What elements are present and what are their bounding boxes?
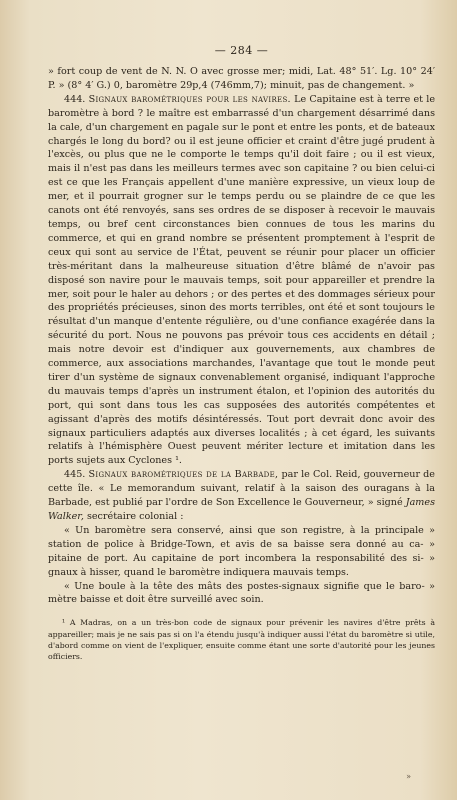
section-445-signer: James Walker,	[48, 497, 435, 522]
quote-paragraph-2: « Une boule à la tête des mâts des postes-signaux signifie que le baro- » mètre baisse et doit être surveillé avec soin.	[48, 580, 435, 606]
page-number: — 284 —	[214, 44, 269, 57]
section-444-title: Signaux barométriques pour les navires.	[88, 93, 291, 105]
section-445	[48, 468, 435, 524]
section-445-number: 445.	[64, 469, 86, 481]
section-445-intro: par le Col. Reid, gouverneur de cette île. « Le memorandum suivant, relatif à la saison des ouragans à la Barbade, est publié par l'ordre de Son Excellence le Gouverneur, » signé	[48, 469, 435, 509]
opening-paragraph: » fort coup de vent de N. N. O avec grosse mer; midi, Lat. 48° 51′. Lg. 10° 24′ P. » (8° 4′ G.) 0, baromètre 29p,4 (746mm,7); minuit, pas de changement. »	[48, 66, 435, 91]
footnotes	[48, 617, 435, 662]
section-444-number: 444.	[64, 93, 86, 105]
quote-paragraph-1: « Un baromètre sera conservé, ainsi que son registre, à la principale » station de police à Bridge-Town, et avis de sa baisse sera donné au ca- » pitaine de port. Au capitaine de port incombera la responsabilité des si- » gnaux à hisser, quand le baromètre indiquera mauvais temps.	[48, 524, 435, 578]
section-445-signer-role: secrétaire colonial :	[86, 511, 184, 522]
section-444	[48, 93, 435, 468]
footnote-1: ¹ A Madras, on a un très-bon code de signaux pour prévenir les navires d'être prêts à appareiller; mais je ne sais pas si on l'a étendu jusqu'à indiquer aussi l'état du baromètre si utile, d'abord comme on vient de l'expliquer, ensuite comme étant une sorte d'autorité pour les jeunes officiers.	[48, 618, 435, 661]
corner-mark: »	[406, 772, 411, 781]
section-445-title: Signaux barométriques de la Barbade,	[88, 469, 279, 481]
section-444-body: Le Capitaine est à terre et le baromètre à bord ? le maître est embarrassé d'un chargement désarrimé dans la cale, d'un chargement en pagale sur le pont et entre les ponts, et de bateaux chargés le long du bord? ou il est jeune officier et craint d'être jugé prudent à l'excès, ou plus que ne le comporte le temps qu'il doit faire ; ou il est vieux, mais il n'est pas dans les meilleurs termes avec son capitaine ? ou bien celui-ci est ce que les Français appellent d'une manière expressive, un vieux loup de mer, et il pourrait grogner sur le temps perdu ou se plaindre de ce que les canots ont été renvoyés, sans ses ordres de se disposer à recevoir le mauvais temps, ou bref cent circonstances bien connues de tous les marins du commerce, et qui en grand nombre se présentent promptement à l'esprit de ceux qui sont au service de l'État, peuvent se réunir pour placer un officier très-méritant dans la malheureuse situation d'être blâmé de n'avoir pas disposé son navire pour le mauvais temps, soit pour appareiller et prendre la mer, soit pour le haler au dehors ; or des pertes et des dommages sérieux pour des propriétés précieuses, sinon des morts terribles, ont été et sont toujours le résultat d'un manque d'entente régulière, ou d'une confiance exagérée dans la sécurité du port. Nous ne pouvons pas prévoir tous ces accidents en détail ; mais notre devoir est d'indiquer aux gouvernements, aux chambres de commerce, aux associations marchandes, l'avantage que tout le monde peut tirer d'un système de signaux convenablement organisé, indiquant l'approche du mauvais temps d'après un instrument étalon, et l'opinion des autorités du port, qui sont dans tous les cas supposées des autorités compétentes et agissant d'après des motifs désintéressés. Tout port devrait donc avoir des signaux particuliers adaptés aux diverses localités ; à cet égard, les suivants relatifs à l'hémisphère Ouest peuvent mériter lecture et imitation dans les ports sujets aux Cyclones ¹.	[48, 93, 435, 467]
